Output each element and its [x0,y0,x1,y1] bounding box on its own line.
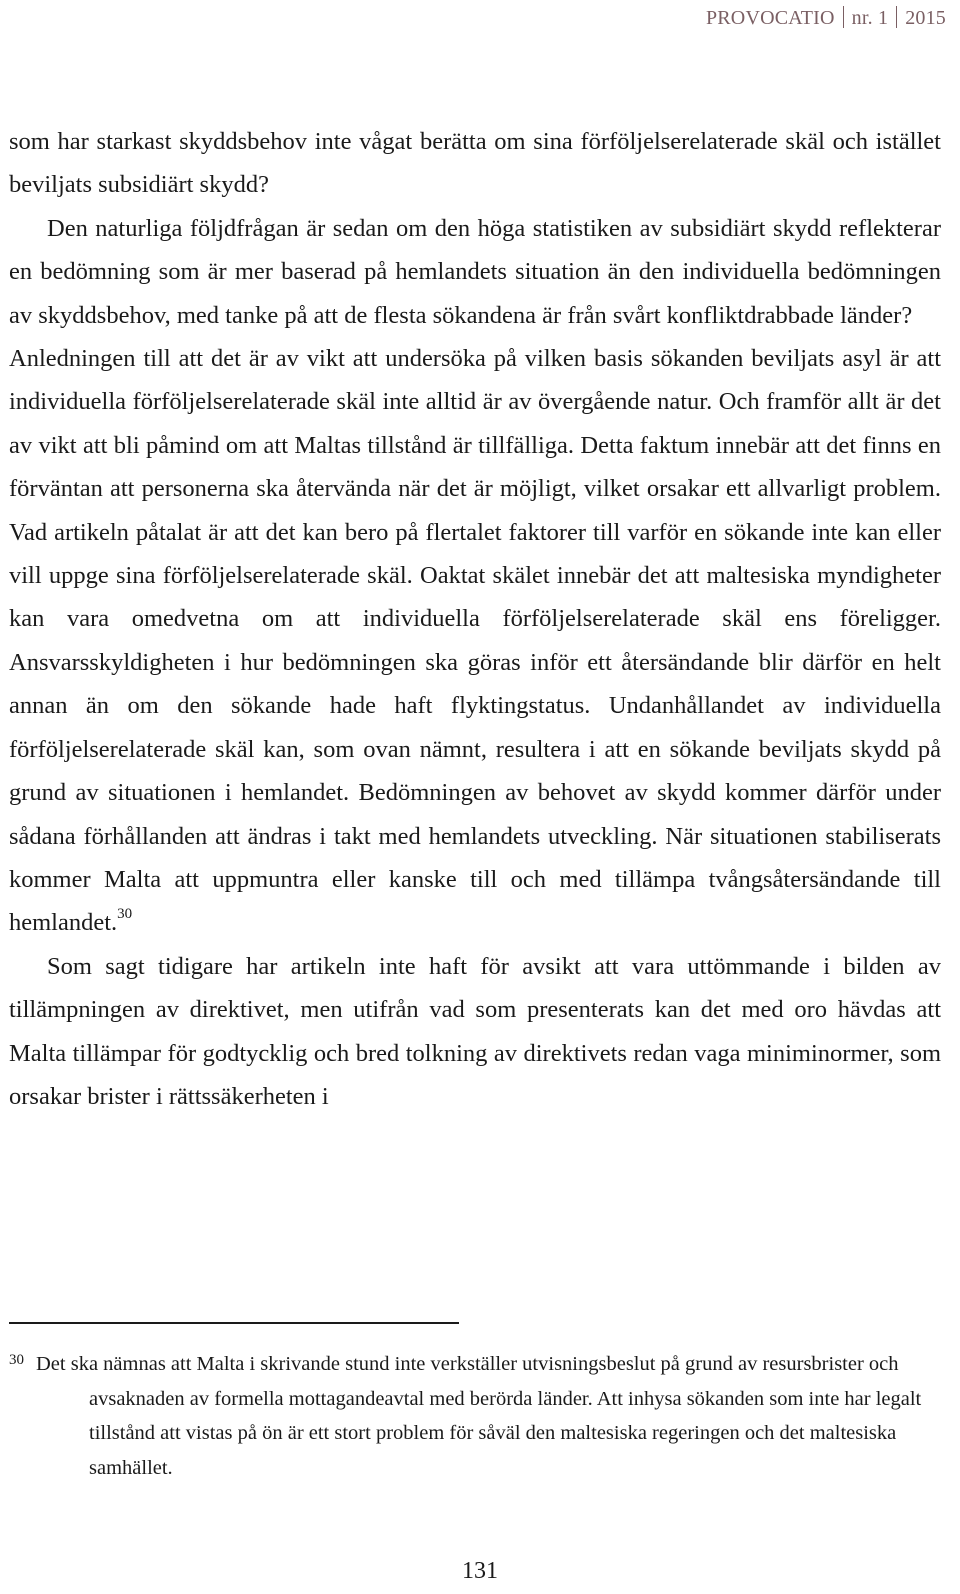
paragraph: Som sagt tidigare har artikeln inte haft för avsikt att vara uttömmande i bilden av tillämpningen av direktivet, men utifrån vad som presenterats kan det med oro hävdas att Malta tillämpar för godtycklig och bred tolkning av direktivets redan vaga miniminormer, som orsakar brister i rättssäkerheten i [9,952,941,1110]
page-number: 131 [462,1558,498,1584]
header-separator [843,6,844,28]
paragraph-text: Anledningen till att det är av vikt att undersöka på vilken basis sökanden beviljats asyl är att individuella förföljelserelaterade skäl inte alltid är av övergående natur. Och framför allt är det av vikt att bli påmind om att Maltas tillstånd är tillfälliga. Detta faktum innebär att det finns en förväntan att personerna ska återvända när det är möjligt, vilket orsakar ett allvarligt problem. Vad artikeln påtalat är att det kan bero på flertalet faktorer till varför en sökande inte kan eller vill uppge sina förföljelserelaterade skäl. Oaktat skälet innebär det att maltesiska myndigheter kan vara omedvetna om att individuella förföljelserelaterade skäl ens föreligger. Ansvarsskyldigheten i hur bedömningen ska göras inför ett återsändande blir därför en helt annan än om den sökande hade haft flyktingstatus. Undanhållandet av individuella förföljelserelaterade skäl kan, som ovan nämnt, resultera i att en sökande beviljats skydd på grund av situationen i hemlandet. Bedömningen av behovet av skydd kommer därför under sådana förhållanden att ändras i takt med hemlandets utveckling. När situationen stabiliserats kommer Malta att uppmuntra eller kanske till och med tillämpa tvångsåtersändande till hemlandet. [9,345,941,937]
body-text [9,120,941,1118]
issue-year: 2015 [905,7,946,29]
paragraph: som har starkast skyddsbehov inte vågat berätta om sina förföljelserelaterade skäl och istället beviljats subsidiärt skydd? [9,128,941,199]
journal-name: PROVOCATIO [705,7,835,29]
footnote-reference[interactable]: 30 [117,906,133,923]
footnote [9,1347,941,1485]
header-separator [896,6,897,28]
paragraph: Den naturliga följdfrågan är sedan om den höga statistiken av subsidiärt skydd reflekterar en bedömning som är mer baserad på hemlandets situation än den individuella bedömningen av skyddsbehov, med tanke på att de flesta sökandena är från svårt konfliktdrabbade länder? [9,214,941,329]
issue-number: nr. 1 [851,7,889,29]
footnote-divider [9,1322,459,1324]
footnote-number: 30 [9,1352,24,1368]
footnote-text: Det ska nämnas att Malta i skrivande stund inte verkställer utvisningsbeslut på grund av resursbrister och avsaknaden av formella mottagandeavtal med berörda länder. Att inhysa sökanden som inte har legalt tillstånd att vistas på ön är ett stort problem för såväl den maltesiska regeringen och det maltesiska samhället. [36,1353,922,1479]
running-header [706,6,946,30]
paragraph [9,337,941,945]
